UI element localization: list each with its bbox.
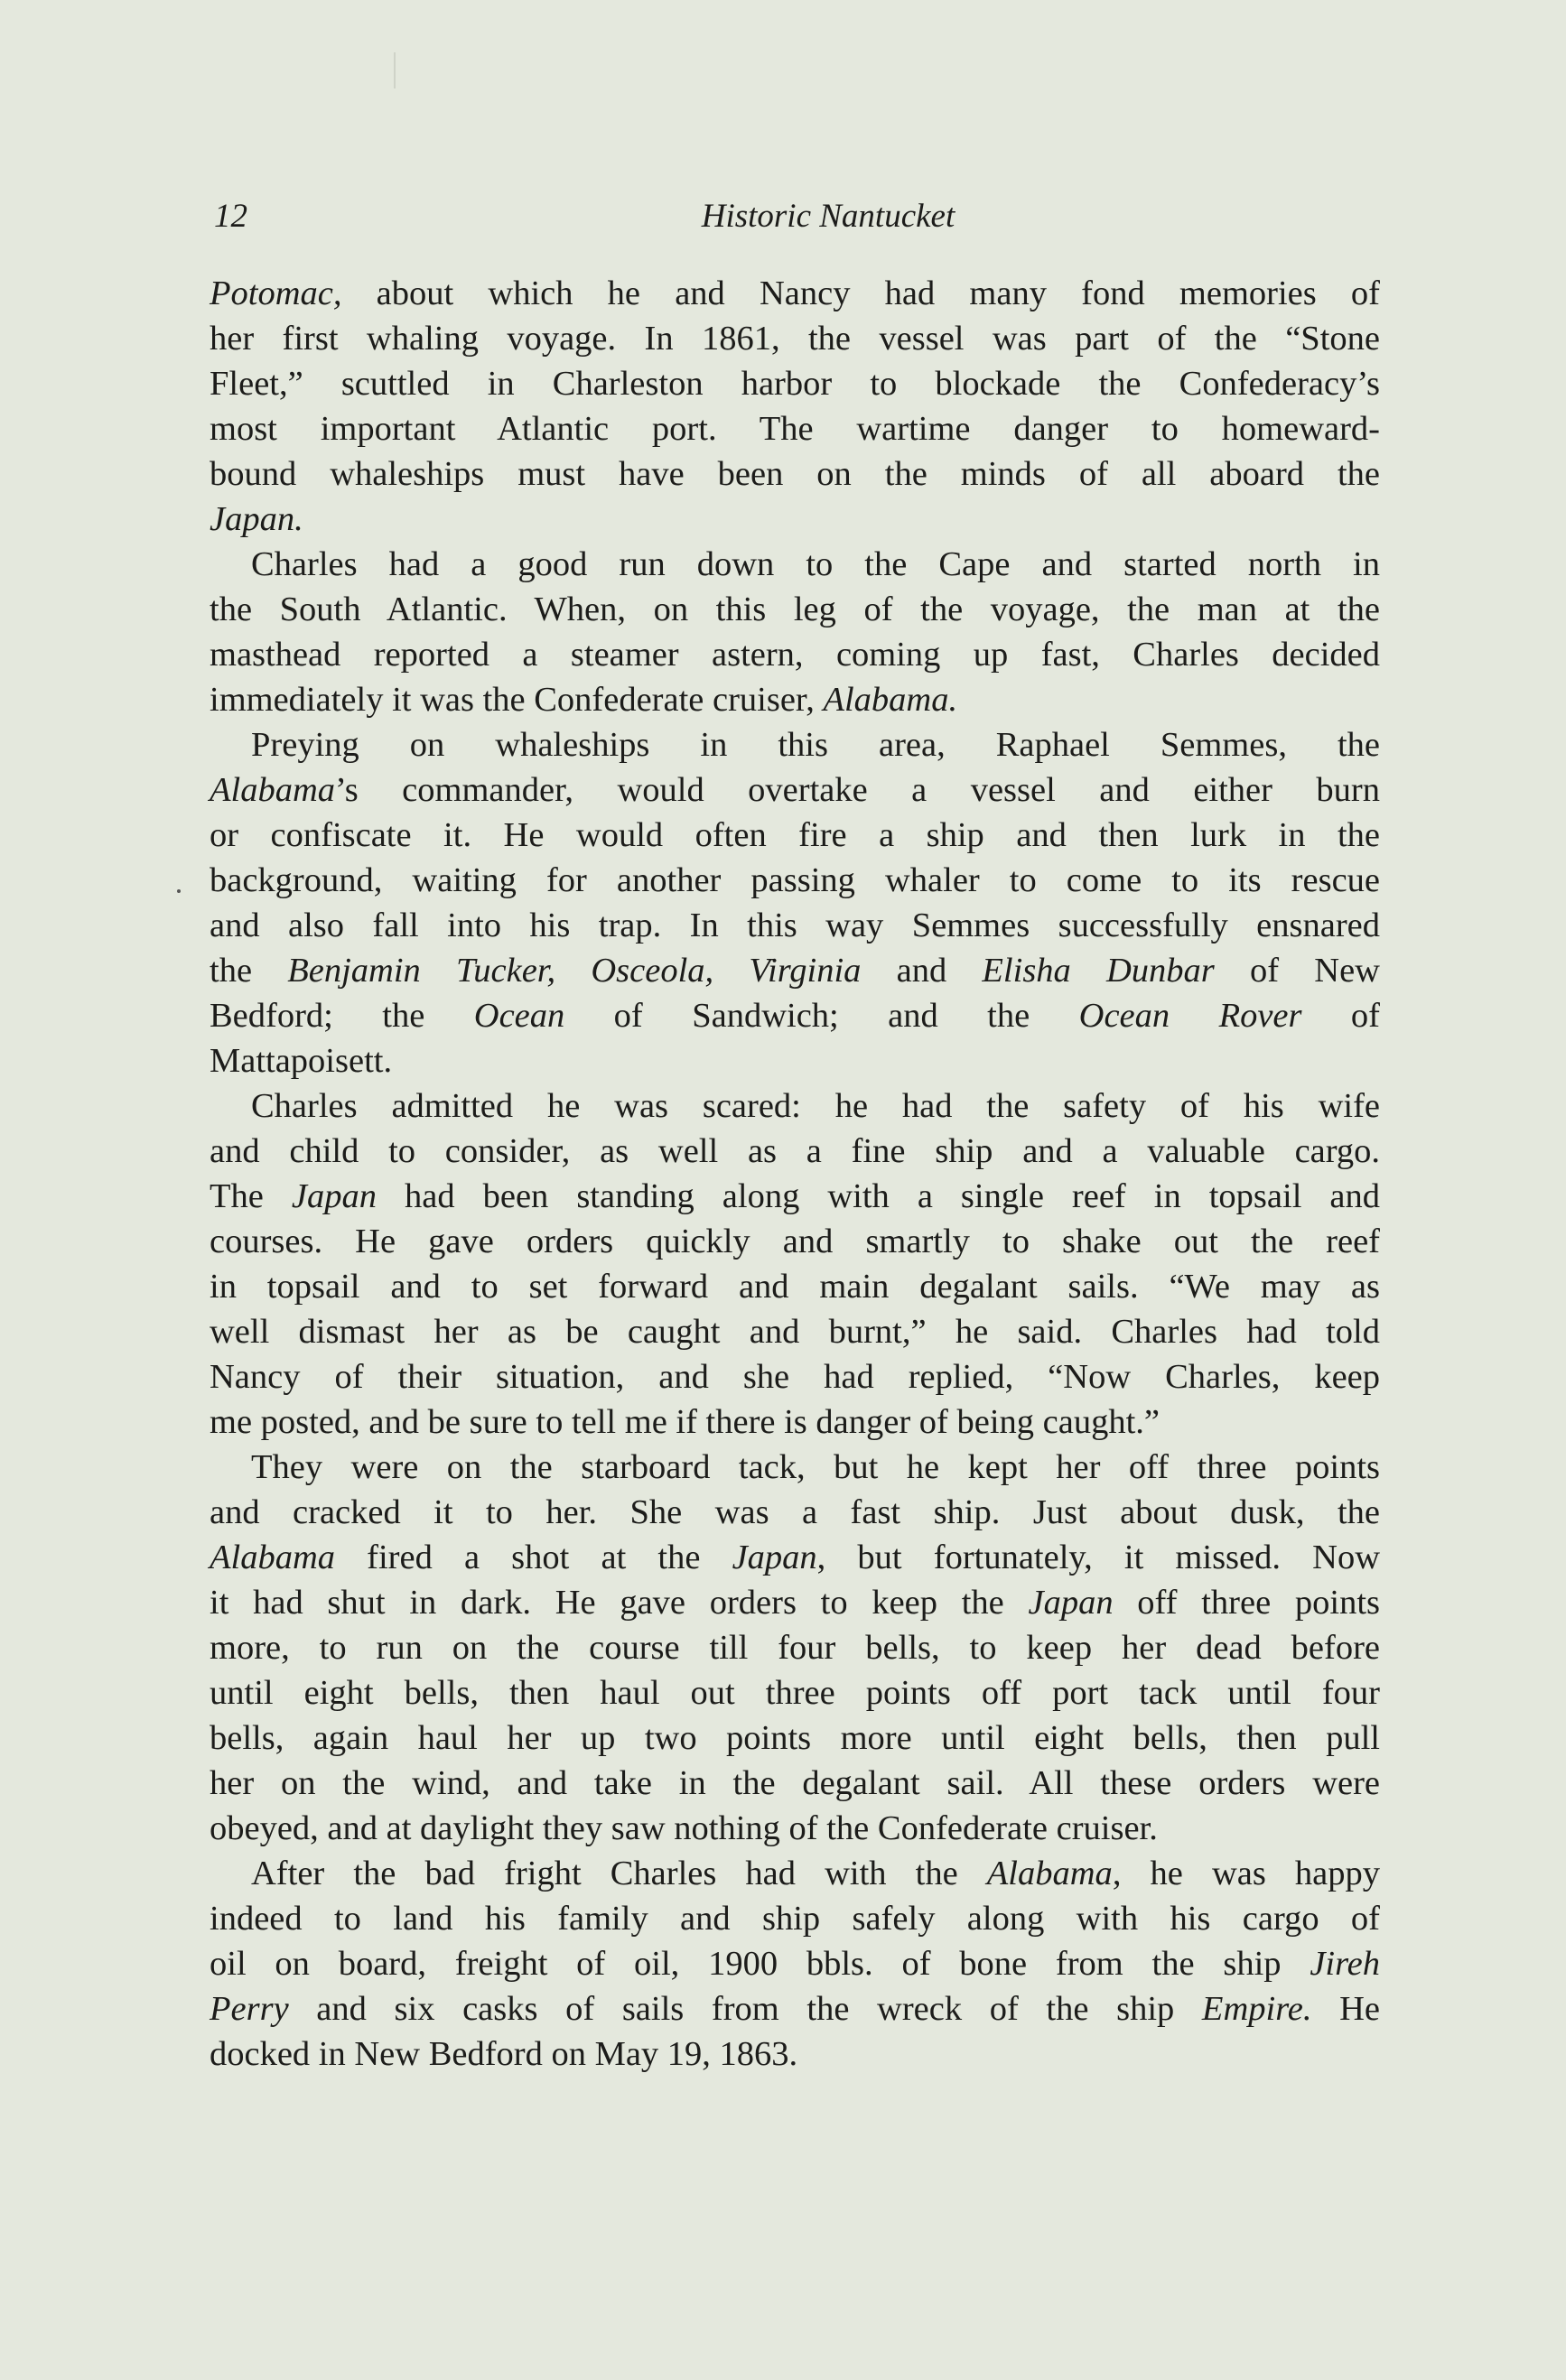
text-run: most important Atlantic port. The wartime danger to homeward-: [210, 410, 1380, 448]
italic-text-run: Japan: [732, 1539, 817, 1576]
text-run: Charles had a good run down to the Cape and started north in: [251, 545, 1380, 583]
text-line: [210, 903, 1380, 948]
text-line: [210, 1806, 1380, 1851]
running-title: Historic Nantucket: [701, 198, 955, 235]
text-line: [210, 1941, 1380, 1986]
text-line: [210, 858, 1380, 903]
text-line: [210, 1490, 1380, 1535]
text-line: [210, 587, 1380, 632]
text-line: [210, 1174, 1380, 1219]
text-line: [210, 1219, 1380, 1264]
text-line: [210, 1715, 1380, 1761]
text-line: [210, 451, 1380, 497]
text-run: it had shut in dark. He gave orders to keep the: [210, 1584, 1029, 1622]
text-run: After the bad fright Charles had with the: [251, 1855, 987, 1892]
page-number: 12: [214, 198, 247, 235]
text-line: [210, 1761, 1380, 1806]
text-line: [210, 542, 1380, 587]
text-run: had been standing along with a single reef in topsail and: [376, 1177, 1381, 1215]
italic-text-run: Benjamin Tucker, Osceola, Virginia: [287, 952, 862, 990]
text-run: They were on the starboard tack, but he kept her off three points: [251, 1448, 1380, 1486]
text-run: the: [210, 952, 288, 990]
text-run: her first whaling voyage. In 1861, the vessel was part of the “Stone: [210, 320, 1380, 358]
text-run: and child to consider, as well as a fine ship and a valuable cargo.: [210, 1132, 1380, 1170]
text-line: [210, 1580, 1380, 1625]
italic-text-run: Alabama.: [823, 681, 958, 719]
text-run: her on the wind, and take in the degalant sail. All these orders were: [210, 1764, 1380, 1802]
text-run: and six casks of sails from the wreck of the ship: [288, 1990, 1202, 2028]
text-run: Mattapoisett.: [210, 1042, 393, 1080]
margin-mark: [177, 889, 181, 893]
page-crease: [394, 52, 396, 88]
italic-text-run: Japan: [291, 1177, 377, 1215]
text-line: [210, 1354, 1380, 1399]
text-line: [210, 1038, 1380, 1083]
text-line: [210, 1851, 1380, 1896]
text-run: well dismast her as be caught and burnt,” he said. Charles had told: [210, 1313, 1380, 1351]
text-run: masthead reported a steamer astern, coming up fast, Charles decided: [210, 636, 1380, 674]
page-header: [214, 190, 1379, 244]
text-run: Bedford; the: [210, 997, 474, 1035]
text-run: until eight bells, then haul out three points off port tack until four: [210, 1674, 1380, 1712]
italic-text-run: Ocean: [473, 997, 565, 1035]
italic-text-run: Ocean Rover: [1078, 997, 1302, 1035]
text-run: courses. He gave orders quickly and smartly to shake out the reef: [210, 1223, 1380, 1260]
text-line: [210, 316, 1380, 361]
body-text: [210, 271, 1380, 2077]
text-line: [210, 767, 1380, 813]
text-line: [210, 1670, 1380, 1715]
text-run: The: [210, 1177, 292, 1215]
italic-text-run: Alabama: [210, 771, 336, 809]
text-line: [210, 1986, 1380, 2031]
italic-text-run: Potomac,: [210, 274, 342, 312]
text-run: oil on board, freight of oil, 1900 bbls. of bone from the ship: [210, 1945, 1310, 1983]
text-run: me posted, and be sure to tell me if there is danger of being caught.”: [210, 1403, 1160, 1441]
text-line: [210, 361, 1380, 406]
text-run: indeed to land his family and ship safely along with his cargo of: [210, 1900, 1380, 1938]
text-line: [210, 722, 1380, 767]
text-line: [210, 1896, 1380, 1941]
text-run: Nancy of their situation, and she had replied, “Now Charles, keep: [210, 1358, 1380, 1396]
text-run: Fleet,” scuttled in Charleston harbor to blockade the Confederacy’s: [210, 365, 1380, 403]
text-line: [210, 1264, 1380, 1309]
text-line: [210, 2031, 1380, 2077]
italic-text-run: Elisha Dunbar: [982, 952, 1215, 990]
text-line: [210, 1445, 1380, 1490]
text-line: [210, 1129, 1380, 1174]
text-run: docked in New Bedford on May 19, 1863.: [210, 2035, 798, 2073]
text-run: in topsail and to set forward and main degalant sails. “We may as: [210, 1268, 1380, 1306]
text-run: ’s commander, would overtake a vessel and either burn: [335, 771, 1380, 809]
text-run: of Sandwich; and the: [564, 997, 1079, 1035]
text-line: [210, 993, 1380, 1038]
text-line: [210, 271, 1380, 316]
italic-text-run: Alabama: [210, 1539, 336, 1576]
text-line: [210, 948, 1380, 993]
text-run: and cracked it to her. She was a fast ship. Just about dusk, the: [210, 1493, 1380, 1531]
text-run: Preying on whaleships in this area, Raphael Semmes, the: [251, 726, 1380, 764]
text-run: and: [861, 952, 983, 990]
text-line: [210, 813, 1380, 858]
text-line: [210, 677, 1380, 722]
italic-text-run: Jireh: [1310, 1945, 1380, 1983]
text-line: [210, 406, 1380, 451]
text-run: Charles admitted he was scared: he had the safety of his wife: [251, 1087, 1380, 1125]
text-line: [210, 1625, 1380, 1670]
italic-text-run: Perry: [210, 1990, 289, 2028]
italic-text-run: Japan: [1028, 1584, 1114, 1622]
text-run: , he was happy: [1112, 1855, 1381, 1892]
text-run: fired a shot at the: [335, 1539, 732, 1576]
text-run: He: [1311, 1990, 1380, 2028]
text-run: and also fall into his trap. In this way Semmes successfully ensnared: [210, 906, 1380, 944]
text-run: about which he and Nancy had many fond memories of: [341, 274, 1380, 312]
text-run: bound whaleships must have been on the minds of all aboard the: [210, 455, 1380, 493]
text-run: obeyed, and at daylight they saw nothing of the Confederate cruiser.: [210, 1809, 1158, 1847]
italic-text-run: Empire.: [1201, 1990, 1312, 2028]
text-run: , but fortunately, it missed. Now: [816, 1539, 1380, 1576]
text-run: immediately it was the Confederate cruiser,: [210, 681, 824, 719]
text-line: [210, 1535, 1380, 1580]
text-line: [210, 1399, 1380, 1445]
text-run: of: [1301, 997, 1381, 1035]
text-line: [210, 632, 1380, 677]
text-run: bells, again haul her up two points more until eight bells, then pull: [210, 1719, 1380, 1757]
text-run: background, waiting for another passing whaler to come to its rescue: [210, 861, 1380, 899]
italic-text-run: Alabama: [986, 1855, 1113, 1892]
text-run: off three points: [1113, 1584, 1380, 1622]
text-run: more, to run on the course till four bells, to keep her dead before: [210, 1629, 1380, 1667]
text-run: or confiscate it. He would often fire a ship and then lurk in the: [210, 816, 1380, 854]
text-line: [210, 1083, 1380, 1129]
text-run: the South Atlantic. When, on this leg of the voyage, the man at the: [210, 590, 1380, 628]
text-run: of New: [1214, 952, 1380, 990]
italic-text-run: Japan.: [210, 500, 303, 538]
text-line: [210, 1309, 1380, 1354]
text-line: [210, 497, 1380, 542]
